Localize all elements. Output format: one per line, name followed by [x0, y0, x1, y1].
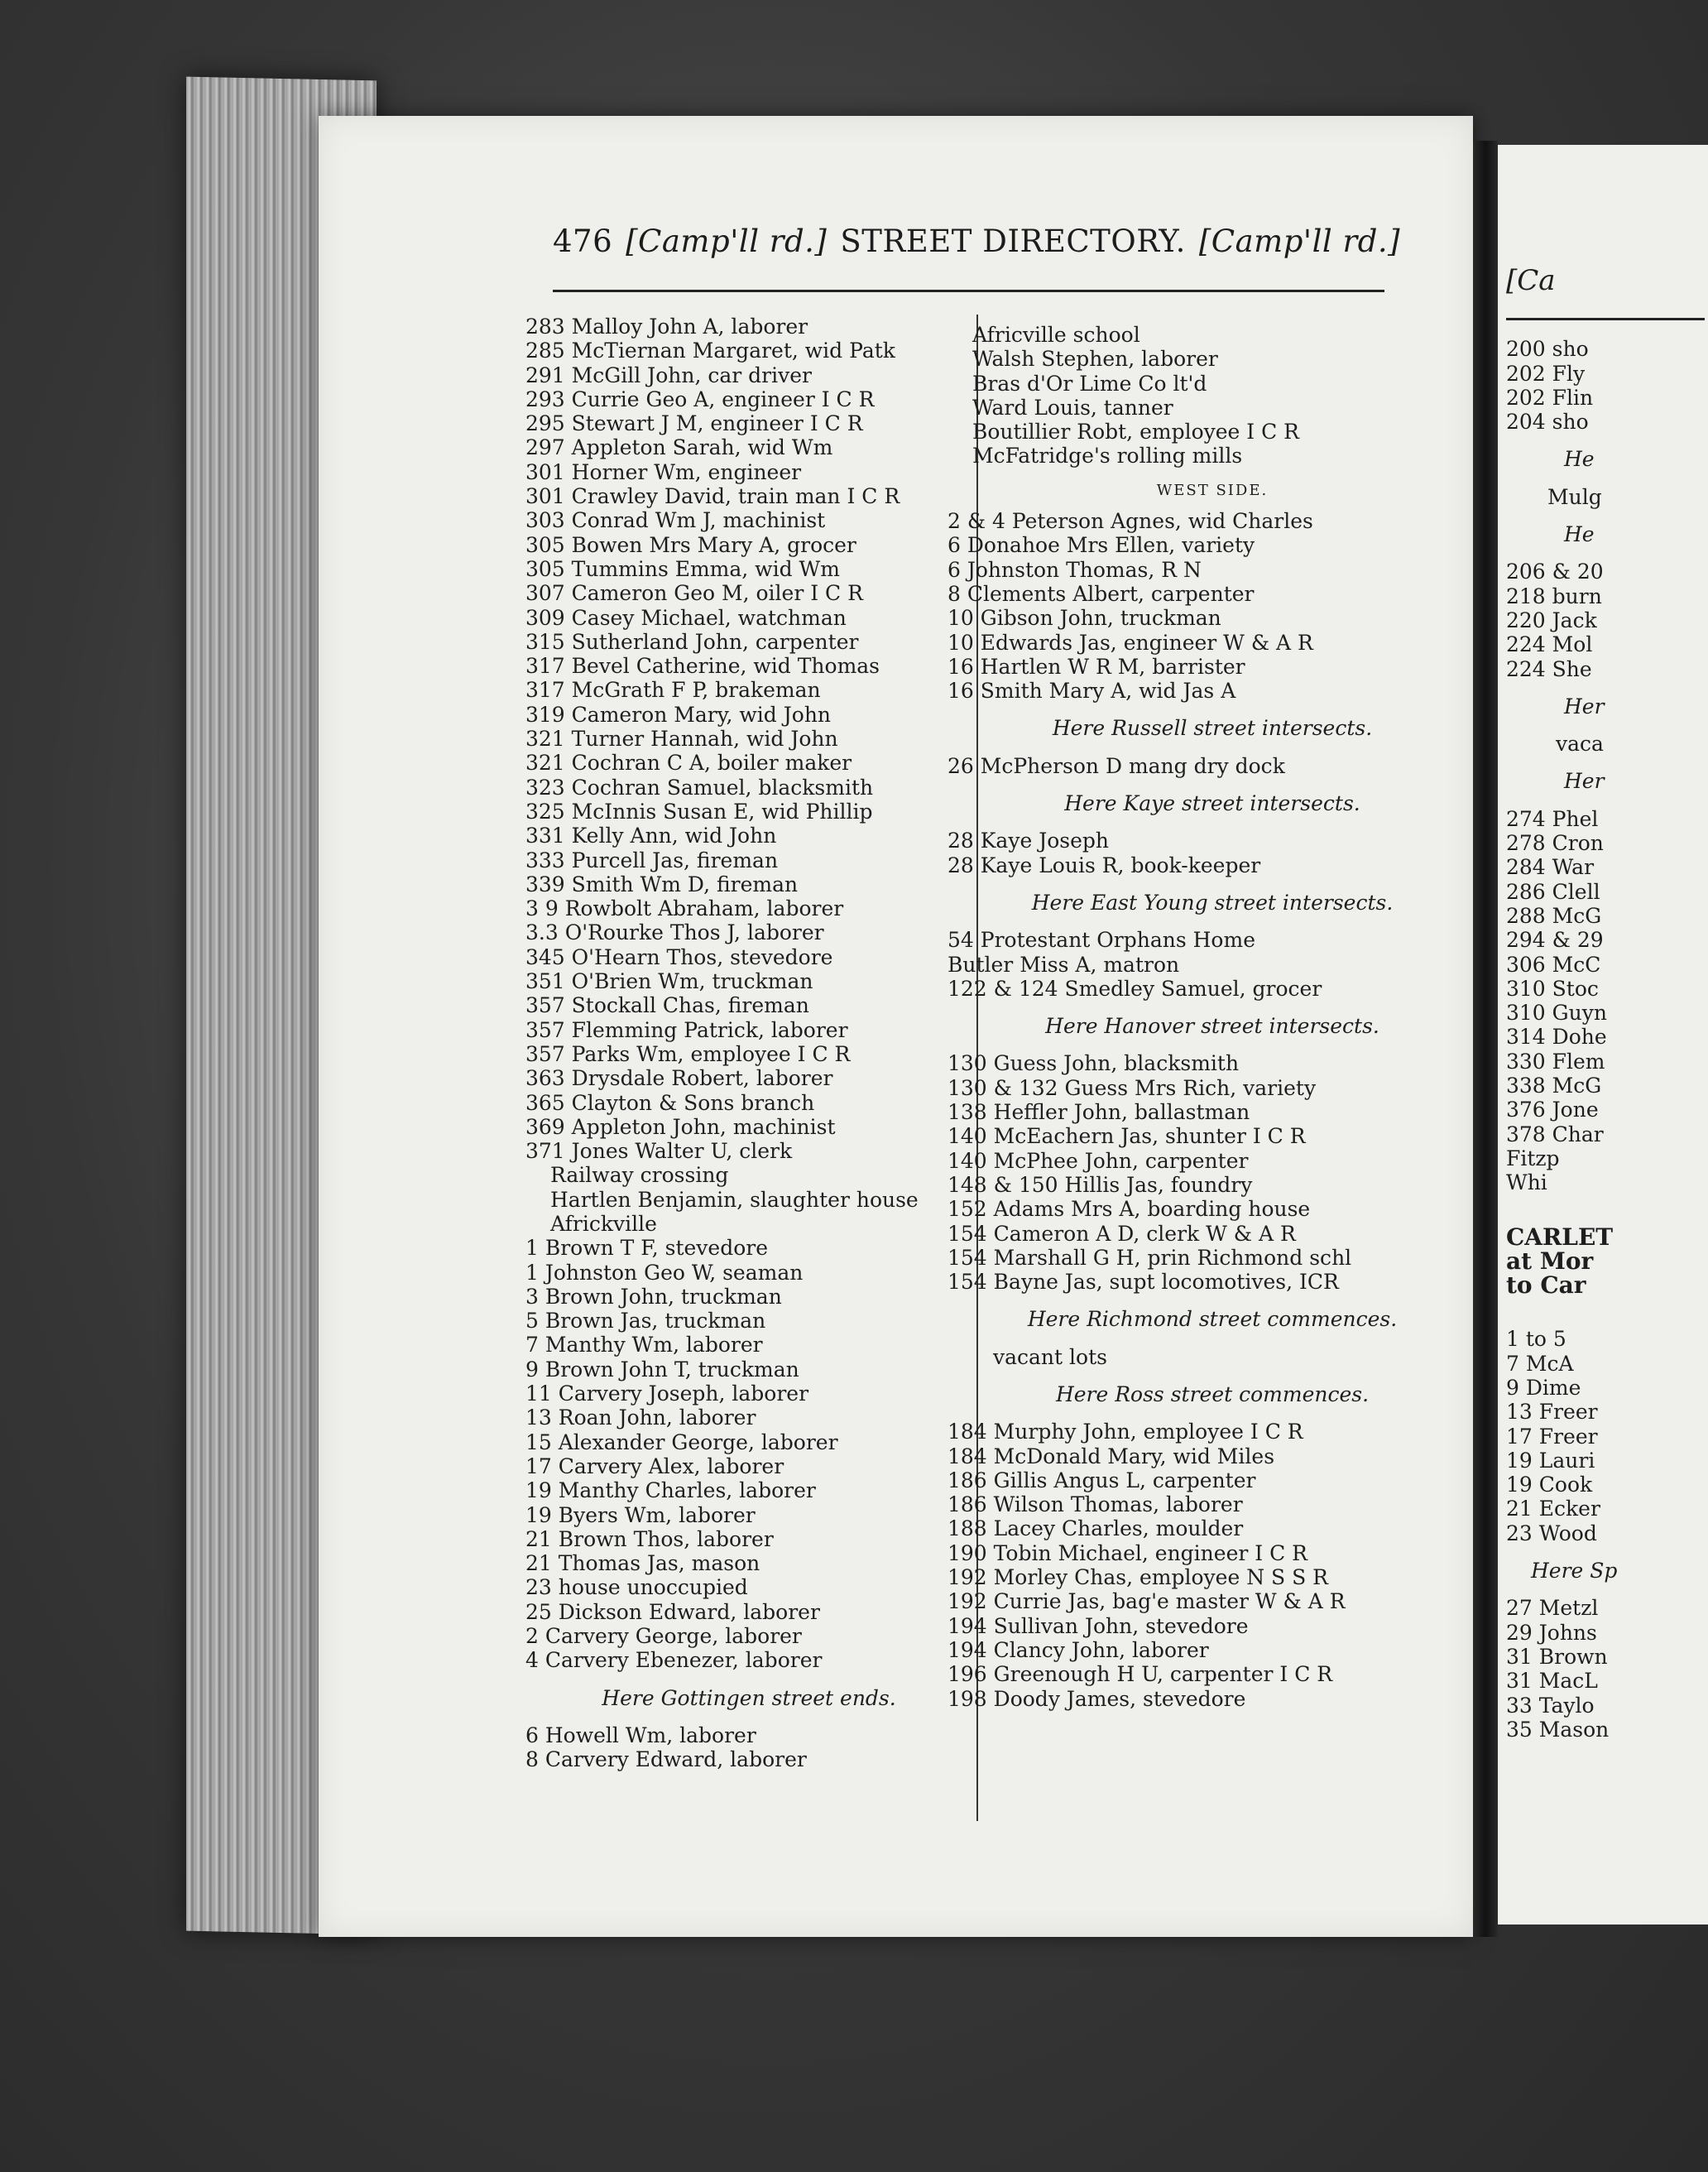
page-title: STREET DIRECTORY. [840, 223, 1186, 259]
directory-entry: 2 Carvery George, laborer [525, 1624, 802, 1649]
directory-entry: 13 Roan John, laborer [525, 1406, 756, 1430]
directory-entry: 140 McEachern Jas, shunter I C R [948, 1124, 1306, 1149]
directory-entry: 317 McGrath F P, brakeman [525, 678, 821, 703]
right-entries-4 [1506, 1327, 1705, 1545]
directory-entry: 13 Freer [1506, 1400, 1598, 1425]
right-entries-1 [1506, 337, 1705, 434]
directory-entry: 138 Heffler John, ballastman [948, 1100, 1250, 1125]
header-rule [553, 290, 1384, 292]
directory-entry: 35 Mason [1506, 1717, 1610, 1742]
directory-entry: 26 McPherson D mang dry dock [948, 753, 1285, 778]
left-entries [525, 315, 972, 1163]
left-column [525, 315, 972, 1772]
left-entries-2 [525, 1236, 972, 1672]
left-indented-entries [525, 1163, 972, 1236]
directory-entry: 23 Wood [1506, 1521, 1597, 1545]
right-mulg: Mulg [1547, 484, 1602, 509]
right-note-5: Here Sp [1531, 1559, 1618, 1583]
directory-entry: CARLET [1506, 1223, 1614, 1251]
directory-entry: 3 Brown John, truckman [525, 1284, 782, 1309]
directory-entry: at Mor [1506, 1247, 1594, 1275]
directory-entry: to Car [1506, 1271, 1586, 1300]
directory-entry: Ward Louis, tanner [972, 395, 1173, 420]
directory-entry: 307 Cameron Geo M, oiler I C R [525, 581, 863, 606]
directory-entry: Whi [1506, 1170, 1547, 1195]
directory-entry: 7 McA [1506, 1351, 1574, 1376]
directory-entry: Africkville [550, 1211, 657, 1236]
right-page [1498, 145, 1708, 1925]
directory-entry: 192 Currie Jas, bag'e master W & A R [948, 1589, 1346, 1614]
directory-entry: 293 Currie Geo A, engineer I C R [525, 387, 875, 411]
directory-entry: 184 Murphy John, employee I C R [948, 1420, 1303, 1444]
directory-entry: 8 Carvery Edward, laborer [525, 1747, 807, 1772]
directory-entry: 319 Cameron Mary, wid John [525, 702, 832, 727]
directory-entry: 21 Brown Thos, laborer [525, 1526, 774, 1551]
directory-entry: 321 Turner Hannah, wid John [525, 727, 838, 752]
street-note-east-young: Here East Young street intersects. [1031, 890, 1394, 915]
directory-entry: 10 Edwards Jas, engineer W & A R [948, 630, 1313, 655]
right-entries-2 [1506, 560, 1705, 680]
directory-entry: 19 Byers Wm, laborer [525, 1502, 756, 1527]
right-entries-3 [1506, 807, 1705, 1195]
mid-entries-4 [948, 928, 1477, 1001]
street-note-ross: Here Ross street commences. [1055, 1382, 1370, 1406]
directory-entry: Bras d'Or Lime Co lt'd [972, 371, 1207, 396]
right-note-4: Her [1564, 769, 1605, 794]
directory-entry: 288 McG [1506, 903, 1602, 928]
directory-entry: 140 McPhee John, carpenter [948, 1148, 1249, 1173]
street-note-richmond: Here Richmond street commences. [1027, 1307, 1398, 1332]
directory-entry: 15 Alexander George, laborer [525, 1430, 838, 1454]
page-header [553, 223, 1401, 259]
directory-entry: 204 sho [1506, 410, 1589, 435]
directory-entry: 194 Sullivan John, stevedore [948, 1613, 1249, 1638]
street-note-kaye: Here Kaye street intersects. [1064, 791, 1360, 816]
directory-entry: 154 Bayne Jas, supt locomotives, ICR [948, 1270, 1339, 1295]
directory-entry: 220 Jack [1506, 608, 1597, 632]
directory-entry: 19 Cook [1506, 1473, 1593, 1497]
directory-entry: 310 Stoc [1506, 976, 1599, 1001]
directory-entry: 286 Clell [1506, 879, 1600, 904]
directory-entry: 317 Bevel Catherine, wid Thomas [525, 654, 880, 679]
directory-entry: 378 Char [1506, 1122, 1604, 1146]
directory-entry: 278 Cron [1506, 831, 1604, 856]
directory-entry: 315 Sutherland John, carpenter [525, 629, 859, 654]
directory-entry: 186 Gillis Angus L, carpenter [948, 1468, 1256, 1492]
directory-entry: 283 Malloy John A, laborer [525, 315, 808, 339]
right-note-1: He [1564, 447, 1595, 472]
directory-entry: 202 Flin [1506, 385, 1594, 410]
right-header: [Ca [1506, 264, 1556, 297]
directory-entry: 28 Kaye Joseph [948, 829, 1110, 853]
directory-entry: 198 Doody James, stevedore [948, 1686, 1246, 1711]
right-header-rule [1506, 318, 1705, 320]
directory-entry: Hartlen Benjamin, slaughter house [550, 1187, 919, 1212]
directory-entry: 338 McG [1506, 1074, 1602, 1098]
directory-entry: 363 Drysdale Robert, laborer [525, 1066, 833, 1091]
directory-entry: 3 9 Rowbolt Abraham, laborer [525, 896, 844, 921]
directory-entry: 21 Ecker [1506, 1497, 1600, 1521]
directory-entry: Butler Miss A, matron [948, 952, 1180, 977]
directory-entry: 130 Guess John, blacksmith [948, 1051, 1240, 1076]
directory-entry: 4 Carvery Ebenezer, laborer [525, 1648, 823, 1673]
directory-entry: 148 & 150 Hillis Jas, foundry [948, 1172, 1253, 1197]
right-note-3: Her [1564, 694, 1605, 718]
page-number: 476 [553, 223, 613, 259]
directory-entry: 6 Donahoe Mrs Ellen, variety [948, 533, 1255, 558]
directory-entry: 224 She [1506, 656, 1592, 681]
directory-entry: 6 Johnston Thomas, R N [948, 557, 1202, 582]
directory-entry: Africville school [972, 323, 1140, 347]
directory-entry: 33 Taylo [1506, 1693, 1595, 1718]
directory-entry: 376 Jone [1506, 1098, 1599, 1122]
directory-entry: 29 Johns [1506, 1620, 1597, 1645]
directory-entry: 31 Brown [1506, 1644, 1608, 1669]
directory-entry: 371 Jones Walter U, clerk [525, 1139, 793, 1164]
directory-entry: Railway crossing [550, 1163, 729, 1188]
directory-entry: 154 Cameron A D, clerk W & A R [948, 1221, 1296, 1246]
directory-entry: 130 & 132 Guess Mrs Rich, variety [948, 1075, 1317, 1100]
mid-entries-6 [948, 1420, 1477, 1711]
west-side-heading: WEST SIDE. [1156, 481, 1269, 499]
directory-entry: 16 Smith Mary A, wid Jas A [948, 679, 1236, 704]
directory-entry: 194 Clancy John, laborer [948, 1637, 1209, 1662]
directory-entry: 274 Phel [1506, 806, 1599, 831]
directory-entry: 365 Clayton & Sons branch [525, 1090, 815, 1115]
directory-entry: 200 sho [1506, 337, 1589, 362]
directory-entry: 330 Flem [1506, 1049, 1605, 1074]
right-note-2: He [1564, 522, 1595, 547]
vacant-lots: vacant lots [993, 1344, 1107, 1369]
directory-entry: 321 Cochran C A, boiler maker [525, 751, 852, 776]
directory-entry: Fitzp [1506, 1146, 1560, 1170]
directory-entry: 188 Lacey Charles, moulder [948, 1516, 1244, 1541]
directory-entry: 7 Manthy Wm, laborer [525, 1333, 763, 1358]
directory-entry: 17 Freer [1506, 1424, 1598, 1449]
directory-entry: 154 Marshall G H, prin Richmond schl [948, 1245, 1352, 1270]
directory-entry: 357 Stockall Chas, fireman [525, 993, 809, 1018]
directory-entry: 294 & 29 [1506, 928, 1604, 953]
directory-entry: 325 McInnis Susan E, wid Phillip [525, 799, 873, 824]
directory-entry: 314 Dohe [1506, 1025, 1607, 1050]
directory-entry: 186 Wilson Thomas, laborer [948, 1492, 1243, 1517]
header-street-right: [Camp'll rd.] [1198, 223, 1401, 259]
directory-entry: 369 Appleton John, machinist [525, 1114, 836, 1139]
directory-entry: 21 Thomas Jas, mason [525, 1551, 760, 1576]
directory-entry: 206 & 20 [1506, 560, 1604, 584]
directory-entry: 196 Greenough H U, carpenter I C R [948, 1662, 1333, 1687]
directory-entry: 192 Morley Chas, employee N S S R [948, 1565, 1328, 1590]
directory-entry: 122 & 124 Smedley Samuel, grocer [948, 976, 1322, 1001]
directory-entry: 1 to 5 [1506, 1327, 1566, 1352]
directory-entry: 190 Tobin Michael, engineer I C R [948, 1540, 1307, 1565]
header-street-left: [Camp'll rd.] [626, 223, 828, 259]
directory-entry: 2 & 4 Peterson Agnes, wid Charles [948, 509, 1313, 534]
right-column [1506, 264, 1705, 1742]
directory-entry: 351 O'Brien Wm, truckman [525, 969, 813, 994]
directory-entry: 224 Mol [1506, 632, 1593, 657]
directory-entry: 3.3 O'Rourke Thos J, laborer [525, 920, 824, 945]
directory-entry: 310 Guyn [1506, 1001, 1607, 1026]
directory-entry: 16 Hartlen W R M, barrister [948, 654, 1245, 679]
directory-entry: 339 Smith Wm D, fireman [525, 872, 799, 896]
directory-entry: 285 McTiernan Margaret, wid Patk [525, 339, 895, 363]
directory-entry: 1 Johnston Geo W, seaman [525, 1260, 804, 1285]
directory-entry: 202 Fly [1506, 361, 1586, 386]
right-vaca: vaca [1556, 732, 1604, 757]
directory-entry: 8 Clements Albert, carpenter [948, 581, 1255, 606]
directory-entry: Walsh Stephen, laborer [972, 347, 1218, 372]
directory-entry: 28 Kaye Louis R, book-keeper [948, 853, 1261, 877]
directory-entry: 19 Lauri [1506, 1448, 1595, 1473]
directory-entry: 10 Gibson John, truckman [948, 606, 1221, 631]
directory-entry: Boutillier Robt, employee I C R [972, 420, 1299, 444]
directory-entry: 291 McGill John, car driver [525, 363, 812, 387]
directory-entry: 295 Stewart J M, engineer I C R [525, 411, 863, 436]
directory-entry: 331 Kelly Ann, wid John [525, 824, 777, 848]
directory-entry: 297 Appleton Sarah, wid Wm [525, 435, 833, 460]
directory-entry: McFatridge's rolling mills [972, 444, 1243, 469]
directory-entry: 11 Carvery Joseph, laborer [525, 1382, 809, 1406]
mid-entries-2 [948, 754, 1477, 778]
directory-entry: 305 Bowen Mrs Mary A, grocer [525, 532, 856, 557]
directory-entry: 152 Adams Mrs A, boarding house [948, 1197, 1311, 1222]
directory-entry: 218 burn [1506, 584, 1602, 608]
mid-entries-1 [948, 509, 1477, 703]
directory-entry: 357 Flemming Patrick, laborer [525, 1017, 848, 1042]
directory-entry: 306 McC [1506, 952, 1601, 977]
street-note-gottingen: Here Gottingen street ends. [602, 1685, 896, 1710]
directory-entry: 25 Dickson Edward, laborer [525, 1599, 820, 1624]
directory-entry: 9 Brown John T, truckman [525, 1357, 799, 1382]
directory-entry: 323 Cochran Samuel, blacksmith [525, 775, 874, 800]
directory-entry: 184 McDonald Mary, wid Miles [948, 1444, 1275, 1468]
right-bold-heading [1506, 1225, 1705, 1298]
directory-entry: 301 Horner Wm, engineer [525, 459, 802, 484]
directory-entry: 357 Parks Wm, employee I C R [525, 1041, 851, 1066]
directory-entry: 303 Conrad Wm J, machinist [525, 508, 826, 533]
directory-entry: 345 O'Hearn Thos, stevedore [525, 944, 833, 969]
directory-entry: 54 Protestant Orphans Home [948, 928, 1255, 953]
directory-entry: 31 MacL [1506, 1669, 1598, 1694]
directory-entry: 9 Dime [1506, 1375, 1581, 1400]
mid-top-entries [948, 323, 1477, 469]
directory-entry: 5 Brown Jas, truckman [525, 1309, 766, 1333]
street-note-hanover: Here Hanover street intersects. [1045, 1014, 1379, 1039]
right-entries-5 [1506, 1596, 1705, 1742]
directory-entry: 305 Tummins Emma, wid Wm [525, 556, 840, 581]
directory-entry: 19 Manthy Charles, laborer [525, 1478, 816, 1503]
directory-entry: 1 Brown T F, stevedore [525, 1236, 769, 1261]
left-entries-3 [525, 1723, 972, 1772]
directory-entry: 301 Crawley David, train man I C R [525, 484, 900, 509]
mid-entries-3 [948, 829, 1477, 877]
directory-entry: 23 house unoccupied [525, 1575, 748, 1600]
directory-entry: 333 Purcell Jas, fireman [525, 848, 779, 872]
directory-entry: 27 Metzl [1506, 1596, 1599, 1621]
directory-entry: 6 Howell Wm, laborer [525, 1723, 756, 1747]
directory-entry: 284 War [1506, 855, 1595, 880]
middle-column [948, 323, 1477, 1711]
directory-entry: 309 Casey Michael, watchman [525, 605, 847, 630]
directory-entry: 17 Carvery Alex, laborer [525, 1454, 784, 1478]
street-note-russell: Here Russell street intersects. [1052, 716, 1373, 741]
mid-entries-5 [948, 1051, 1477, 1294]
